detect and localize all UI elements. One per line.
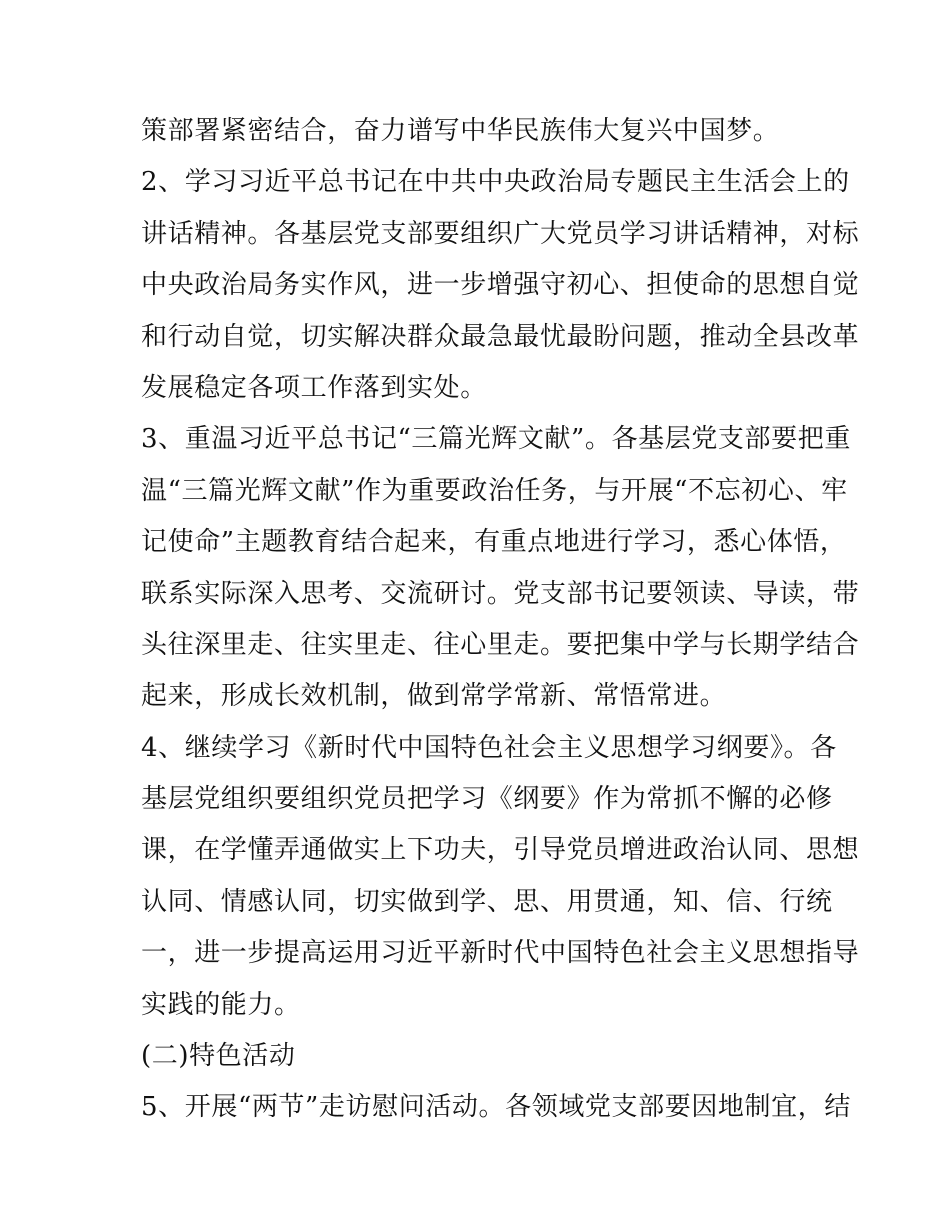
text-line: 一，进一步提高运用习近平新时代中国特色社会主义思想指导 [141, 938, 860, 969]
text-line: 4、继续学习《新时代中国特色社会主义思想学习纲要》。各 [141, 732, 837, 763]
text-line: 课，在学懂弄通做实上下功夫，引导党员增进政治认同、思想 [141, 835, 860, 866]
text-line: 策部署紧密结合，奋力谱写中华民族伟大复兴中国梦。 [141, 116, 780, 146]
text-line: 温“三篇光辉文献”作为重要政治任务，与开展“不忘初心、牢 [141, 475, 848, 506]
text-line: 联系实际深入思考、交流研讨。党支部书记要领读、导读，带 [141, 578, 860, 609]
text-line: 中央政治局务实作风，进一步增强守初心、担使命的思想自觉 [141, 270, 860, 301]
text-line: 起来，形成长效机制，做到常学常新、常悟常进。 [141, 681, 727, 712]
text-line: 记使命”主题教育结合起来，有重点地进行学习，悉心体悟， [141, 527, 847, 558]
text-line: 和行动自觉，切实解决群众最急最忧最盼问题，推动全县改革 [141, 321, 860, 352]
section-heading: (二)特色活动 [141, 1041, 296, 1072]
text-line: 2、学习习近平总书记在中共中央政治局专题民主生活会上的 [141, 167, 850, 198]
text-line: 发展稳定各项工作落到实处。 [141, 372, 487, 403]
text-line: 头往深里走、往实里走、往心里走。要把集中学与长期学结合 [141, 629, 860, 660]
text-line: 基层党组织要组织党员把学习《纲要》作为常抓不懈的必修 [141, 784, 833, 815]
text-line: 实践的能力。 [141, 989, 301, 1020]
text-line: 认同、情感认同，切实做到学、思、用贯通，知、信、行统 [141, 886, 833, 917]
text-line: 讲话精神。各基层党支部要组织广大党员学习讲话精神，对标 [141, 218, 860, 249]
text-line: 3、重温习近平总书记“三篇光辉文献”。各基层党支部要把重 [141, 424, 851, 455]
body-text [141, 106, 860, 1134]
text-line: 5、开展“两节”走访慰问活动。各领域党支部要因地制宜，结 [141, 1092, 851, 1123]
